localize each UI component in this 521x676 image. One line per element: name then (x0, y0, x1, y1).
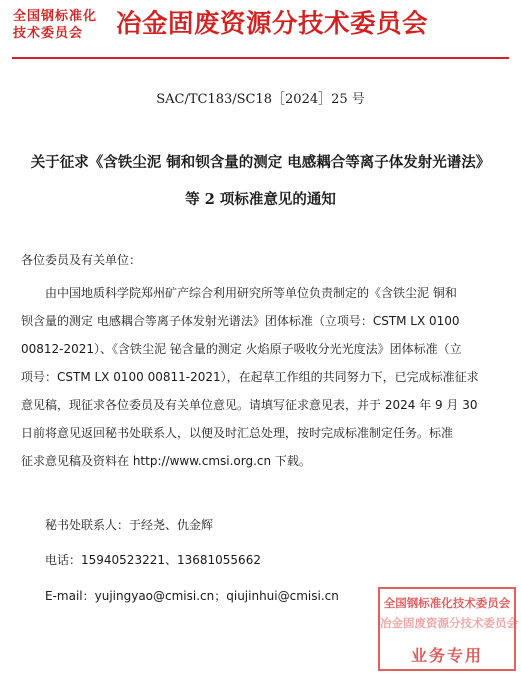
stamp-line2: 冶金固废资源分技术委员会 (380, 616, 518, 630)
letterhead-left-line1: 全国钢标准化 (13, 9, 98, 24)
paragraph-line: 00812-2021）、《含铁尘泥 铋含量的测定 火焰原子吸收分光光度法》团体标准（立 (21, 342, 462, 356)
letterhead-left-line2: 技术委员会 (13, 26, 84, 41)
body-paragraph (21, 279, 501, 475)
notice-title-line1: 关于征求《含铁尘泥 铜和钡含量的测定 电感耦合等离子体发射光谱法》 (30, 154, 491, 171)
document-number: SAC/TC183/SC18［2024］25 号 (156, 92, 365, 107)
contact-phone: 电话：15940523221、13681055662 (45, 553, 261, 567)
official-stamp (378, 587, 516, 671)
contact-person: 秘书处联系人：于经尧、仇金辉 (45, 518, 214, 532)
stamp-line3: 业务专用 (410, 646, 483, 665)
paragraph-line: 项号：CSTM LX 0100 00811-2021），在起草工作组的共同努力下，已完成标准征求 (21, 370, 479, 384)
paragraph-line: 意见稿，现征求各位委员及有关单位意见。请填写征求意见表，并于 2024 年 9 月 30 (21, 398, 478, 412)
paragraph-line: 钡含量的测定 电感耦合等离子体发射光谱法》团体标准（立项号：CSTM LX 0100 (21, 314, 460, 328)
letterhead-rule (12, 57, 509, 59)
paragraph-line: 征求意见稿及资料在 http://www.cmsi.org.cn 下载。 (21, 454, 311, 468)
paragraph-line: 日前将意见返回秘书处联系人，以便及时汇总处理，按时完成标准制定任务。标准 (21, 426, 454, 440)
notice-title-line2: 等 2 项标准意见的通知 (185, 191, 336, 208)
letterhead-title: 冶金固废资源分技术委员会 (116, 9, 429, 39)
letterhead-left (13, 8, 113, 42)
salutation: 各位委员及有关单位： (21, 253, 142, 267)
paragraph-line: 由中国地质科学院郑州矿产综合利用研究所等单位负责制定的《含铁尘泥 铜和 (45, 286, 457, 300)
stamp-line1: 全国钢标准化技术委员会 (383, 596, 511, 610)
contact-email: E-mail：yujingyao@cmisi.cn；qiujinhui@cmisi.cn (45, 589, 339, 603)
